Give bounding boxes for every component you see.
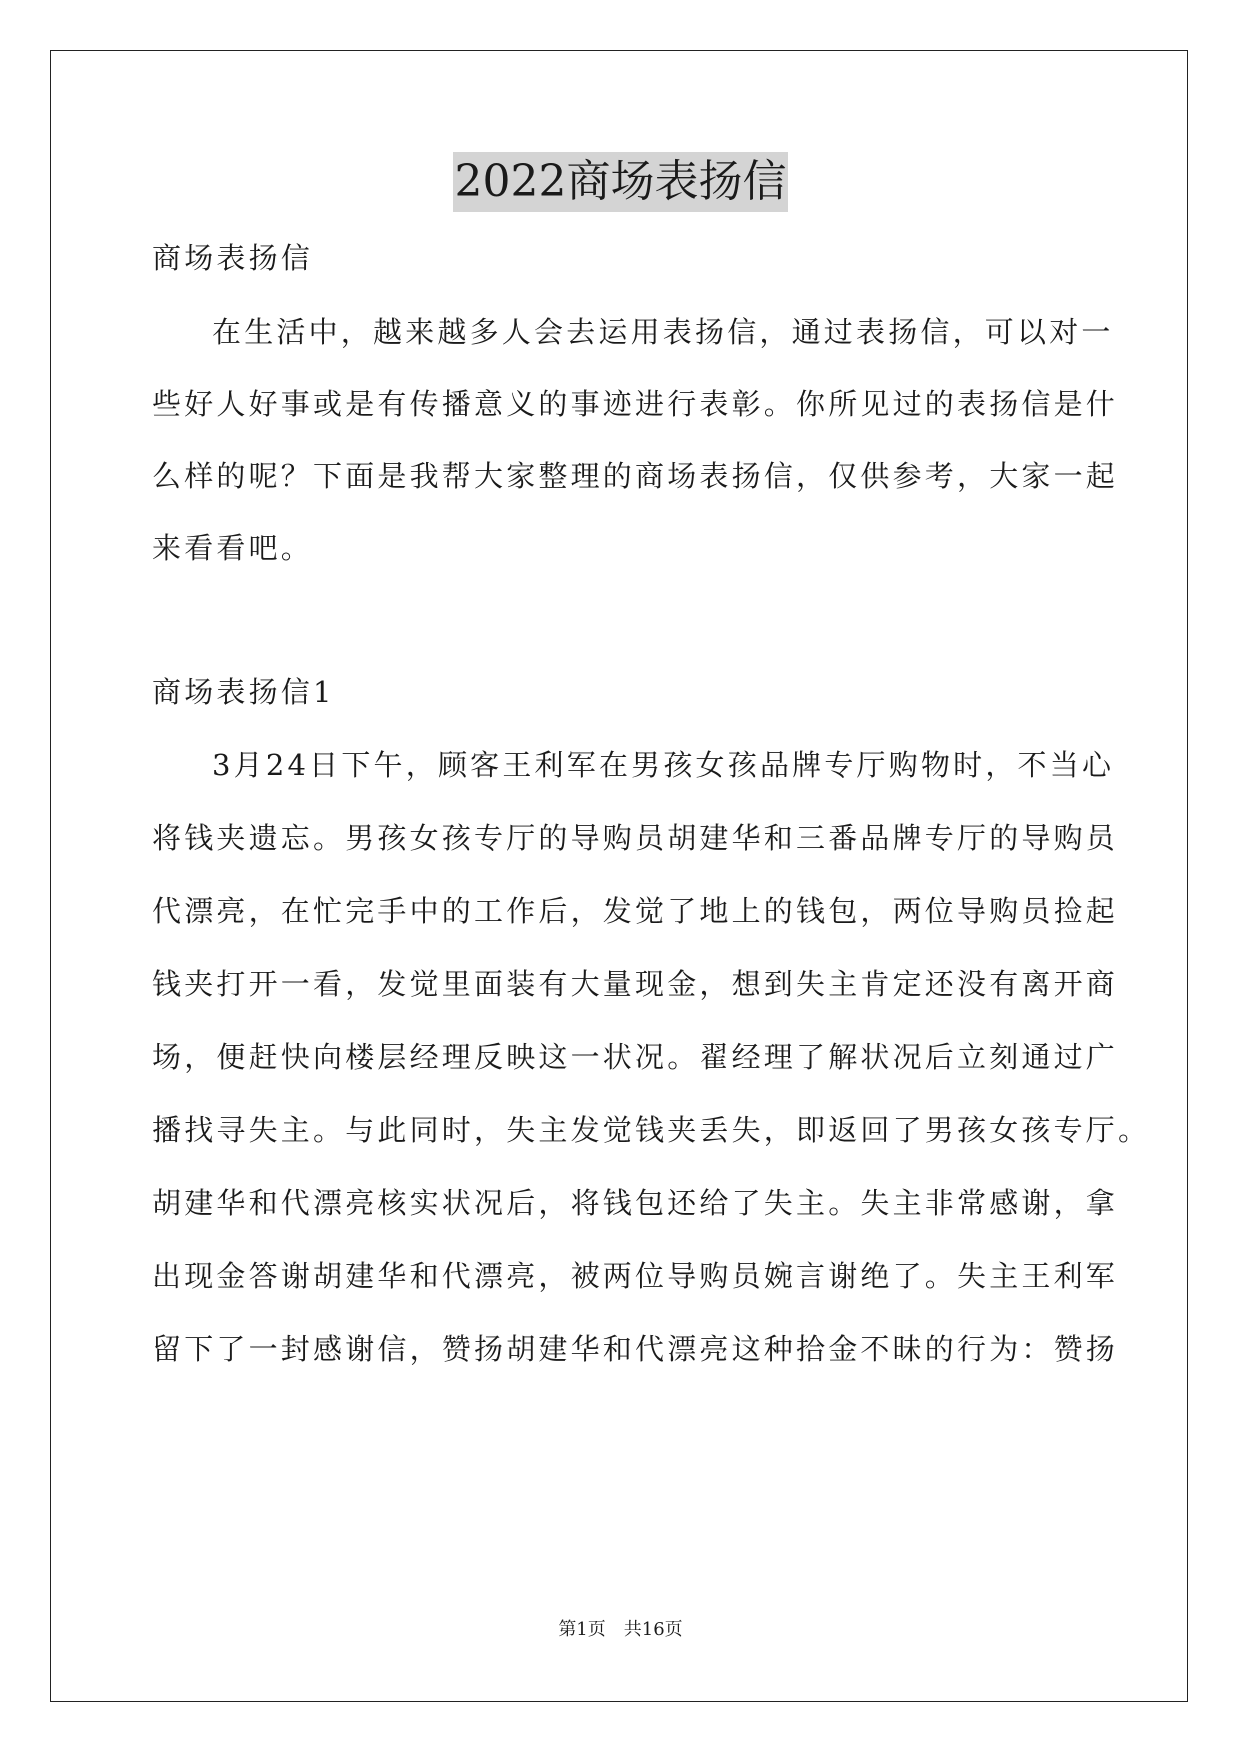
title-container bbox=[0, 152, 1241, 212]
section1-line: 出现金答谢胡建华和代漂亮，被两位导购员婉言谢绝了。失主王利军 bbox=[152, 1259, 1119, 1293]
document-title: 2022商场表扬信 bbox=[453, 152, 789, 212]
page-border bbox=[50, 50, 1188, 1702]
section1-line: 将钱夹遗忘。男孩女孩专厅的导购员胡建华和三番品牌专厅的导购员 bbox=[152, 821, 1119, 855]
section1-line: 场，便赶快向楼层经理反映这一状况。翟经理了解状况后立刻通过广 bbox=[152, 1040, 1119, 1074]
section1-line: 播找寻失主。与此同时，失主发觉钱夹丢失，即返回了男孩女孩专厅。 bbox=[152, 1113, 1151, 1147]
section1-line: 代漂亮，在忙完手中的工作后，发觉了地上的钱包，两位导购员捡起 bbox=[152, 894, 1119, 928]
section1-line: 3月24日下午，顾客王利军在男孩女孩品牌专厅购物时，不当心 bbox=[212, 748, 1115, 782]
intro-line: 么样的呢？下面是我帮大家整理的商场表扬信，仅供参考，大家一起 bbox=[152, 459, 1119, 493]
intro-line: 在生活中，越来越多人会去运用表扬信，通过表扬信，可以对一 bbox=[212, 315, 1114, 349]
section1-line: 钱夹打开一看，发觉里面装有大量现金，想到失主肯定还没有离开商 bbox=[152, 967, 1119, 1001]
page-number-text: 第1页 共16页 bbox=[558, 1619, 683, 1640]
intro-line: 些好人好事或是有传播意义的事迹进行表彰。你所见过的表扬信是什 bbox=[152, 387, 1119, 421]
page-footer bbox=[0, 1618, 1241, 1642]
section1-heading: 商场表扬信1 bbox=[152, 675, 335, 709]
intro-line: 来看看吧。 bbox=[152, 531, 314, 565]
intro-heading: 商场表扬信 bbox=[152, 241, 314, 275]
section1-line: 胡建华和代漂亮核实状况后，将钱包还给了失主。失主非常感谢，拿 bbox=[152, 1186, 1119, 1220]
section1-line: 留下了一封感谢信，赞扬胡建华和代漂亮这种拾金不昧的行为：赞扬 bbox=[152, 1332, 1119, 1366]
